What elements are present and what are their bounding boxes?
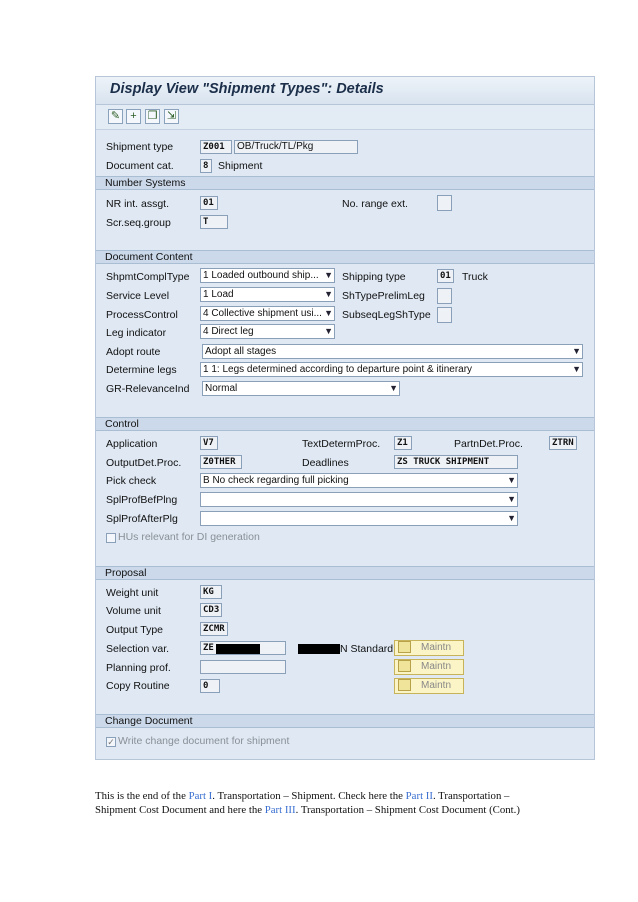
maintn-button[interactable]: Maintn [394,659,464,675]
sh-type-prelim-label: ShTypePrelimLeg [342,290,425,302]
spl-prof-bef-label: SplProfBefPlng [106,494,178,506]
weight-unit-label: Weight unit [106,587,159,599]
write-change-checkbox[interactable]: ✓ [107,737,115,747]
chevron-down-icon: ▼ [507,475,516,485]
control-title: Control [105,418,139,430]
chevron-down-icon: ▼ [507,494,516,504]
partn-det-label: PartnDet.Proc. [454,438,523,450]
text-determ-field[interactable]: Z1 [394,436,412,450]
write-change-label: Write change document for shipment [118,735,290,747]
chevron-down-icon: ▼ [389,383,398,393]
caption-text: This is the end of the [95,790,189,802]
volume-unit-label: Volume unit [106,605,161,617]
partn-det-field[interactable]: ZTRN [549,436,577,450]
redaction-bar [298,644,340,654]
planning-prof-field[interactable] [200,660,286,674]
selection-var-field[interactable]: ZE [200,641,286,655]
weight-unit-field[interactable]: KG [200,585,222,599]
chevron-down-icon: ▼ [324,270,333,280]
determine-legs-label: Determine legs [106,364,177,376]
shpmt-compl-label: ShpmtComplType [106,271,190,283]
leg-indicator-dropdown[interactable]: 4 Direct leg ▼ [200,324,335,339]
change-document-title: Change Document [105,715,193,727]
shipping-type-desc: Truck [462,271,488,283]
maintain-icon [398,679,411,691]
chevron-down-icon: ▼ [324,289,333,299]
chevron-down-icon: ▼ [572,364,581,374]
scr-seq-label: Scr.seq.group [106,217,171,229]
maintain-icon [398,641,411,653]
pick-check-label: Pick check [106,475,157,487]
proposal-title: Proposal [105,567,147,579]
chevron-down-icon: ▼ [507,513,516,523]
volume-unit-field[interactable]: CD3 [200,603,222,617]
text-determ-label: TextDetermProc. [302,438,381,450]
leg-indicator-label: Leg indicator [106,327,167,339]
document-content-title: Document Content [105,251,193,263]
output-det-label: OutputDet.Proc. [106,457,182,469]
hus-relevant-checkbox[interactable] [106,533,116,543]
window-title: Display View "Shipment Types": Details [110,81,384,97]
copy-routine-field[interactable]: 0 [200,679,220,693]
maintn-button[interactable]: Maintn [394,640,464,656]
spl-prof-bef-dropdown[interactable] [200,492,518,507]
no-range-ext-label: No. range ext. [342,198,408,210]
title-bar [96,77,594,105]
process-control-label: ProcessControl [106,309,178,321]
nr-int-label: NR int. assgt. [106,198,170,210]
control-header [96,417,594,431]
gr-relevance-label: GR-RelevanceInd [106,383,190,395]
output-type-label: Output Type [106,624,164,636]
application-label: Application [106,438,158,450]
sap-window [95,76,595,760]
toolbar [96,105,594,130]
maintn-button[interactable]: Maintn [394,678,464,694]
spl-prof-after-dropdown[interactable] [200,511,518,526]
sh-type-prelim-field[interactable] [437,288,452,304]
application-field[interactable]: V7 [200,436,218,450]
spl-prof-after-label: SplProfAfterPlg [106,513,178,525]
document-cat-desc: Shipment [218,160,263,172]
part-i-link[interactable]: Part I [188,790,213,802]
shipping-type-label: Shipping type [342,271,406,283]
shipment-type-desc: OB/Truck/TL/Pkg [234,140,358,154]
proposal-header [96,566,594,580]
part-iii-link[interactable]: Part III [264,804,296,816]
caption-text: . Transportation – Shipment Cost Document (Cont.) [295,804,520,816]
document-content-header [96,250,594,264]
scr-seq-field[interactable]: T [200,215,228,229]
process-control-dropdown[interactable]: 4 Collective shipment usi... ▼ [200,306,335,321]
caption-text: Shipment Cost Document and here the [95,804,265,816]
caption-text: . Transportation – Shipment. Check here the [212,790,406,802]
output-det-field[interactable]: Z0THER [200,455,242,469]
chevron-down-icon: ▼ [572,346,581,356]
caption-line-2 [95,803,575,817]
selection-var-desc: N Standard [340,643,394,655]
number-systems-header [96,176,594,190]
copy-routine-label: Copy Routine [106,680,170,692]
adopt-route-dropdown[interactable]: Adopt all stages ▼ [202,344,583,359]
shipment-type-field[interactable]: Z001 [200,140,232,154]
gr-relevance-dropdown[interactable]: Normal ▼ [202,381,400,396]
deadlines-label: Deadlines [302,457,349,469]
hus-relevant-label: HUs relevant for DI generation [118,531,260,543]
copy-icon[interactable]: ❐ [145,109,160,124]
chevron-down-icon: ▼ [324,326,333,336]
shpmt-compl-dropdown[interactable]: 1 Loaded outbound ship... ▼ [200,268,335,283]
shipping-type-field[interactable]: 01 [437,269,454,283]
edit-glasses-icon[interactable]: ✎ [108,109,123,124]
maintain-icon [398,660,411,672]
caption-line-1 [95,789,575,803]
service-level-label: Service Level [106,290,170,302]
caption-text: . Transportation – [432,790,510,802]
pick-check-dropdown[interactable]: B No check regarding full picking ▼ [200,473,518,488]
subseq-leg-label: SubseqLegShType [342,309,431,321]
change-document-header [96,714,594,728]
document-cat-label: Document cat. [106,160,174,172]
new-entries-icon[interactable]: + [126,109,141,124]
nr-int-field[interactable]: 01 [200,196,218,210]
deadlines-field[interactable]: ZS TRUCK SHIPMENT [394,455,518,469]
document-cat-field[interactable]: 8 [200,159,212,173]
output-type-field[interactable]: ZCMR [200,622,228,636]
delimit-icon[interactable]: ⇲ [164,109,179,124]
determine-legs-dropdown[interactable]: 1 1: Legs determined according to departure point & itinerary ▼ [200,362,583,377]
part-ii-link[interactable]: Part II [405,790,433,802]
service-level-dropdown[interactable]: 1 Load ▼ [200,287,335,302]
selection-var-label: Selection var. [106,643,170,655]
planning-prof-label: Planning prof. [106,662,171,674]
chevron-down-icon: ▼ [324,308,333,318]
shipment-type-label: Shipment type [106,141,174,153]
subseq-leg-field[interactable] [437,307,452,323]
redaction-bar [216,644,260,654]
number-systems-title: Number Systems [105,177,186,189]
no-range-ext-field[interactable] [437,195,452,211]
adopt-route-label: Adopt route [106,346,161,358]
